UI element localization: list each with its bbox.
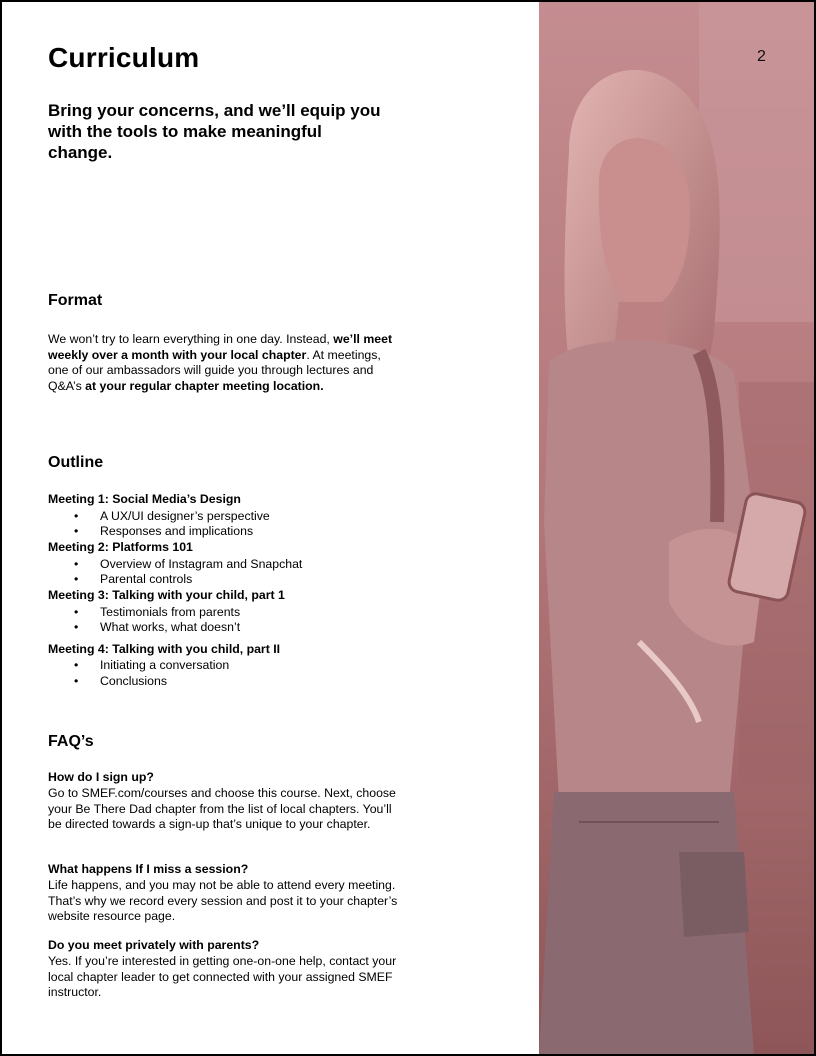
meeting-1-item-1: • A UX/UI designer’s perspective — [74, 509, 270, 523]
format-paragraph — [48, 332, 398, 394]
bullet-icon: • — [74, 572, 79, 586]
faq-question-1: How do I sign up? — [48, 770, 154, 784]
meeting-2-item-2: • Parental controls — [74, 572, 193, 586]
format-text-4: at your regular chapter meeting location. — [85, 378, 324, 393]
format-text-3: . At meetings, one of our ambassadors will guide you through lectures and Q&A’s — [48, 347, 381, 393]
meeting-1-item-2: • Responses and implications — [74, 524, 254, 538]
hero-photo — [539, 2, 814, 1054]
bullet-icon: • — [74, 658, 79, 672]
bullet-icon: • — [74, 557, 79, 571]
bullet-icon: • — [74, 509, 79, 523]
meeting-3-item-1: • Testimonials from parents — [74, 605, 241, 619]
page-subtitle: Bring your concerns, and we’ll equip you with the tools to make meaningful change. — [48, 101, 381, 162]
bullet-icon: • — [74, 674, 79, 688]
girl-with-phone-photo — [539, 2, 814, 1054]
faq-question-2: What happens If I miss a session? — [48, 862, 249, 876]
meeting-1-title: Meeting 1: Social Media’s Design — [48, 492, 241, 506]
faq-answer-1: Go to SMEF.com/courses and choose this course. Next, choose your Be There Dad chapter from the list of local chapters. You’ll be directed towards a sign-up that’s unique to your chapter. — [48, 786, 396, 831]
format-text-2: we’ll meet weekly over a month with your local chapter — [48, 332, 393, 362]
outline-heading: Outline — [48, 454, 104, 471]
meeting-2-item-1: • Overview of Instagram and Snapchat — [74, 557, 303, 571]
faq-heading: FAQ’s — [48, 733, 94, 750]
faq-answer-2: Life happens, and you may not be able to attend every meeting. That’s why we record every session and post it to your chapter’s website resource page. — [48, 878, 398, 923]
meeting-4-title: Meeting 4: Talking with you child, part II — [48, 642, 281, 656]
bullet-icon: • — [74, 605, 79, 619]
format-heading: Format — [48, 292, 103, 309]
content-column — [2, 2, 539, 1054]
page-number: 2 — [757, 48, 766, 65]
bullet-icon: • — [74, 620, 79, 634]
meeting-4-item-1: • Initiating a conversation — [74, 658, 230, 672]
meeting-3-title: Meeting 3: Talking with your child, part 1 — [48, 588, 285, 602]
faq-answer-3: Yes. If you’re interested in getting one-on-one help, contact your local chapter leader to get connected with your assigned SMEF instructor. — [48, 954, 397, 999]
meeting-2-title: Meeting 2: Platforms 101 — [48, 540, 193, 554]
format-text-1: We won’t try to learn everything in one day. Instead, — [48, 332, 334, 346]
bullet-icon: • — [74, 524, 79, 538]
meeting-4-item-2: • Conclusions — [74, 674, 167, 688]
faq-question-3: Do you meet privately with parents? — [48, 938, 260, 952]
page-title: Curriculum — [48, 42, 200, 73]
meeting-3-item-2: • What works, what doesn’t — [74, 620, 241, 634]
